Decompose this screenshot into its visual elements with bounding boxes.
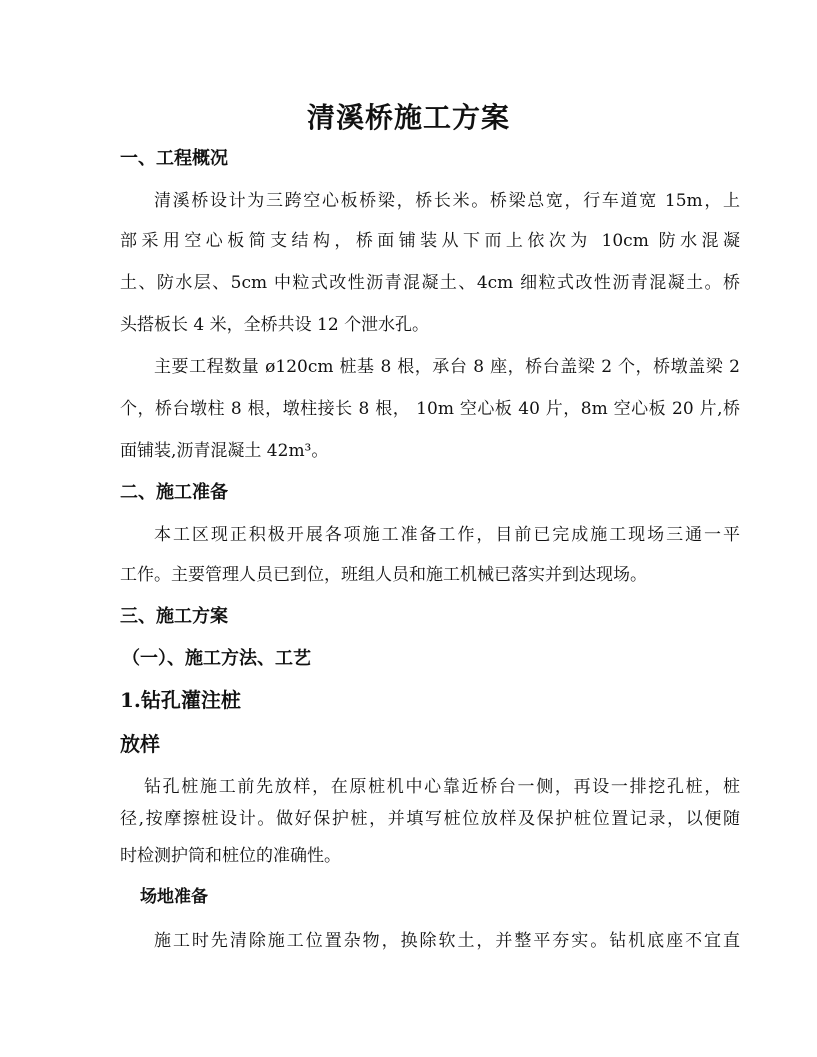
sub-heading-methods: （一）、施工方法、工艺 [122, 648, 311, 669]
step-heading-setting-out: 放样 [120, 732, 160, 756]
paragraph-line: 土、防水层、5cm 中粒式改性沥青混凝土、4cm 细粒式改性沥青混凝土。桥 [120, 273, 740, 293]
paragraph-line: 面铺装,沥青混凝土 42m³。 [120, 441, 329, 461]
paragraph-line: 工作。主要管理人员已到位，班组人员和施工机械已落实并到达现场。 [120, 565, 647, 585]
item-heading-bored-pile: 1.钻孔灌注桩 [120, 688, 241, 712]
paragraph-line: 主要工程数量 ø120cm 桩基 8 根，承台 8 座，桥台盖梁 2 个，桥墩盖梁 2 [154, 357, 740, 377]
step-heading-site-prep: 场地准备 [140, 887, 208, 907]
paragraph-line: 清溪桥设计为三跨空心板桥梁，桥长米。桥梁总宽，行车道宽 15m，上 [154, 191, 740, 211]
paragraph-line: 部采用空心板简支结构，桥面铺装从下而上依次为 10cm 防水混凝 [120, 231, 740, 251]
paragraph-line: 时检测护筒和桩位的准确性。 [120, 846, 341, 866]
paragraph-line: 钻孔桩施工前先放样，在原桩机中心靠近桥台一侧，再设一排挖孔桩，桩 [144, 777, 740, 797]
section-heading-plan: 三、施工方案 [120, 606, 228, 627]
document-title: 清溪桥施工方案 [306, 101, 510, 134]
paragraph-line: 个，桥台墩柱 8 根，墩柱接长 8 根， 10m 空心板 40 片，8m 空心板 20 片,桥 [120, 399, 740, 419]
paragraph-line: 本工区现正积极开展各项施工准备工作，目前已完成施工现场三通一平 [154, 525, 740, 545]
paragraph-line: 头搭板长 4 米，全桥共设 12 个泄水孔。 [120, 315, 430, 335]
paragraph-line: 施工时先清除施工位置杂物，换除软土，并整平夯实。钻机底座不宜直 [154, 931, 740, 951]
paragraph-line: 径,按摩擦桩设计。做好保护桩，并填写桩位放样及保护桩位置记录，以便随 [120, 809, 740, 829]
section-heading-preparation: 二、施工准备 [120, 482, 228, 503]
section-heading-overview: 一、工程概况 [120, 148, 228, 169]
